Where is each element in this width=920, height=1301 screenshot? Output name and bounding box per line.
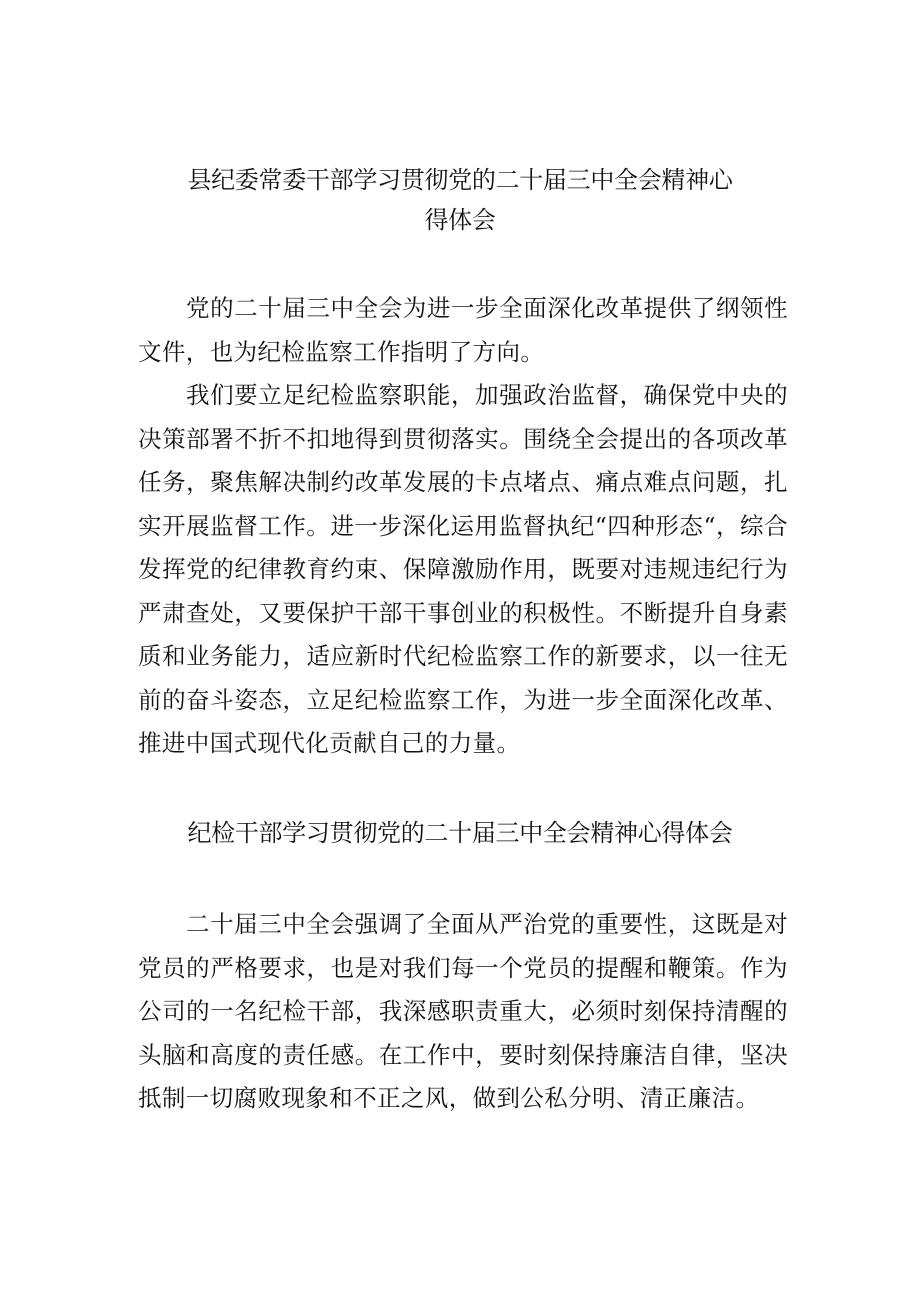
section-2-body [138,903,788,1121]
section-1-paragraph-1: 党的二十届三中全会为进一步全面深化改革提供了纲领性文件，也为纪检监察工作指明了方向。 [138,294,788,366]
section-1-title-line-2: 得体会 [424,206,496,234]
section-1-title [150,160,770,240]
section-1-body [138,287,788,766]
section-1-paragraph-2: 我们要立足纪检监察职能，加强政治监督，确保党中央的决策部署不折不扣地得到贯彻落实。围绕全会提出的各项改革任务，聚焦解决制约改革发展的卡点堵点、痛点难点问题，扎实开展监督工作。进一步深化运用监督执纪“四种形态“，综合发挥党的纪律教育约束、保障激励作用，既要对违规违纪行为严肃查处，又要保护干部干事创业的积极性。不断提升自身素质和业务能力，适应新时代纪检监察工作的新要求，以一往无前的奋斗姿态，立足纪检监察工作，为进一步全面深化改革、推进中国式现代化贡献自己的力量。 [138,381,788,757]
section-1-title-line-1: 县纪委常委干部学习贯彻党的二十届三中全会精神心 [187,166,733,194]
section-2-title: 纪检干部学习贯彻党的二十届三中全会精神心得体会 [187,819,733,847]
section-2-paragraph-1: 二十届三中全会强调了全面从严治党的重要性，这既是对党员的严格要求，也是对我们每一个党员的提醒和鞭策。作为公司的一名纪检干部，我深感职责重大，必须时刻保持清醒的头脑和高度的责任感。在工作中，要时刻保持廉洁自律，坚决抵制一切腐败现象和不正之风，做到公私分明、清正廉洁。 [138,910,788,1112]
